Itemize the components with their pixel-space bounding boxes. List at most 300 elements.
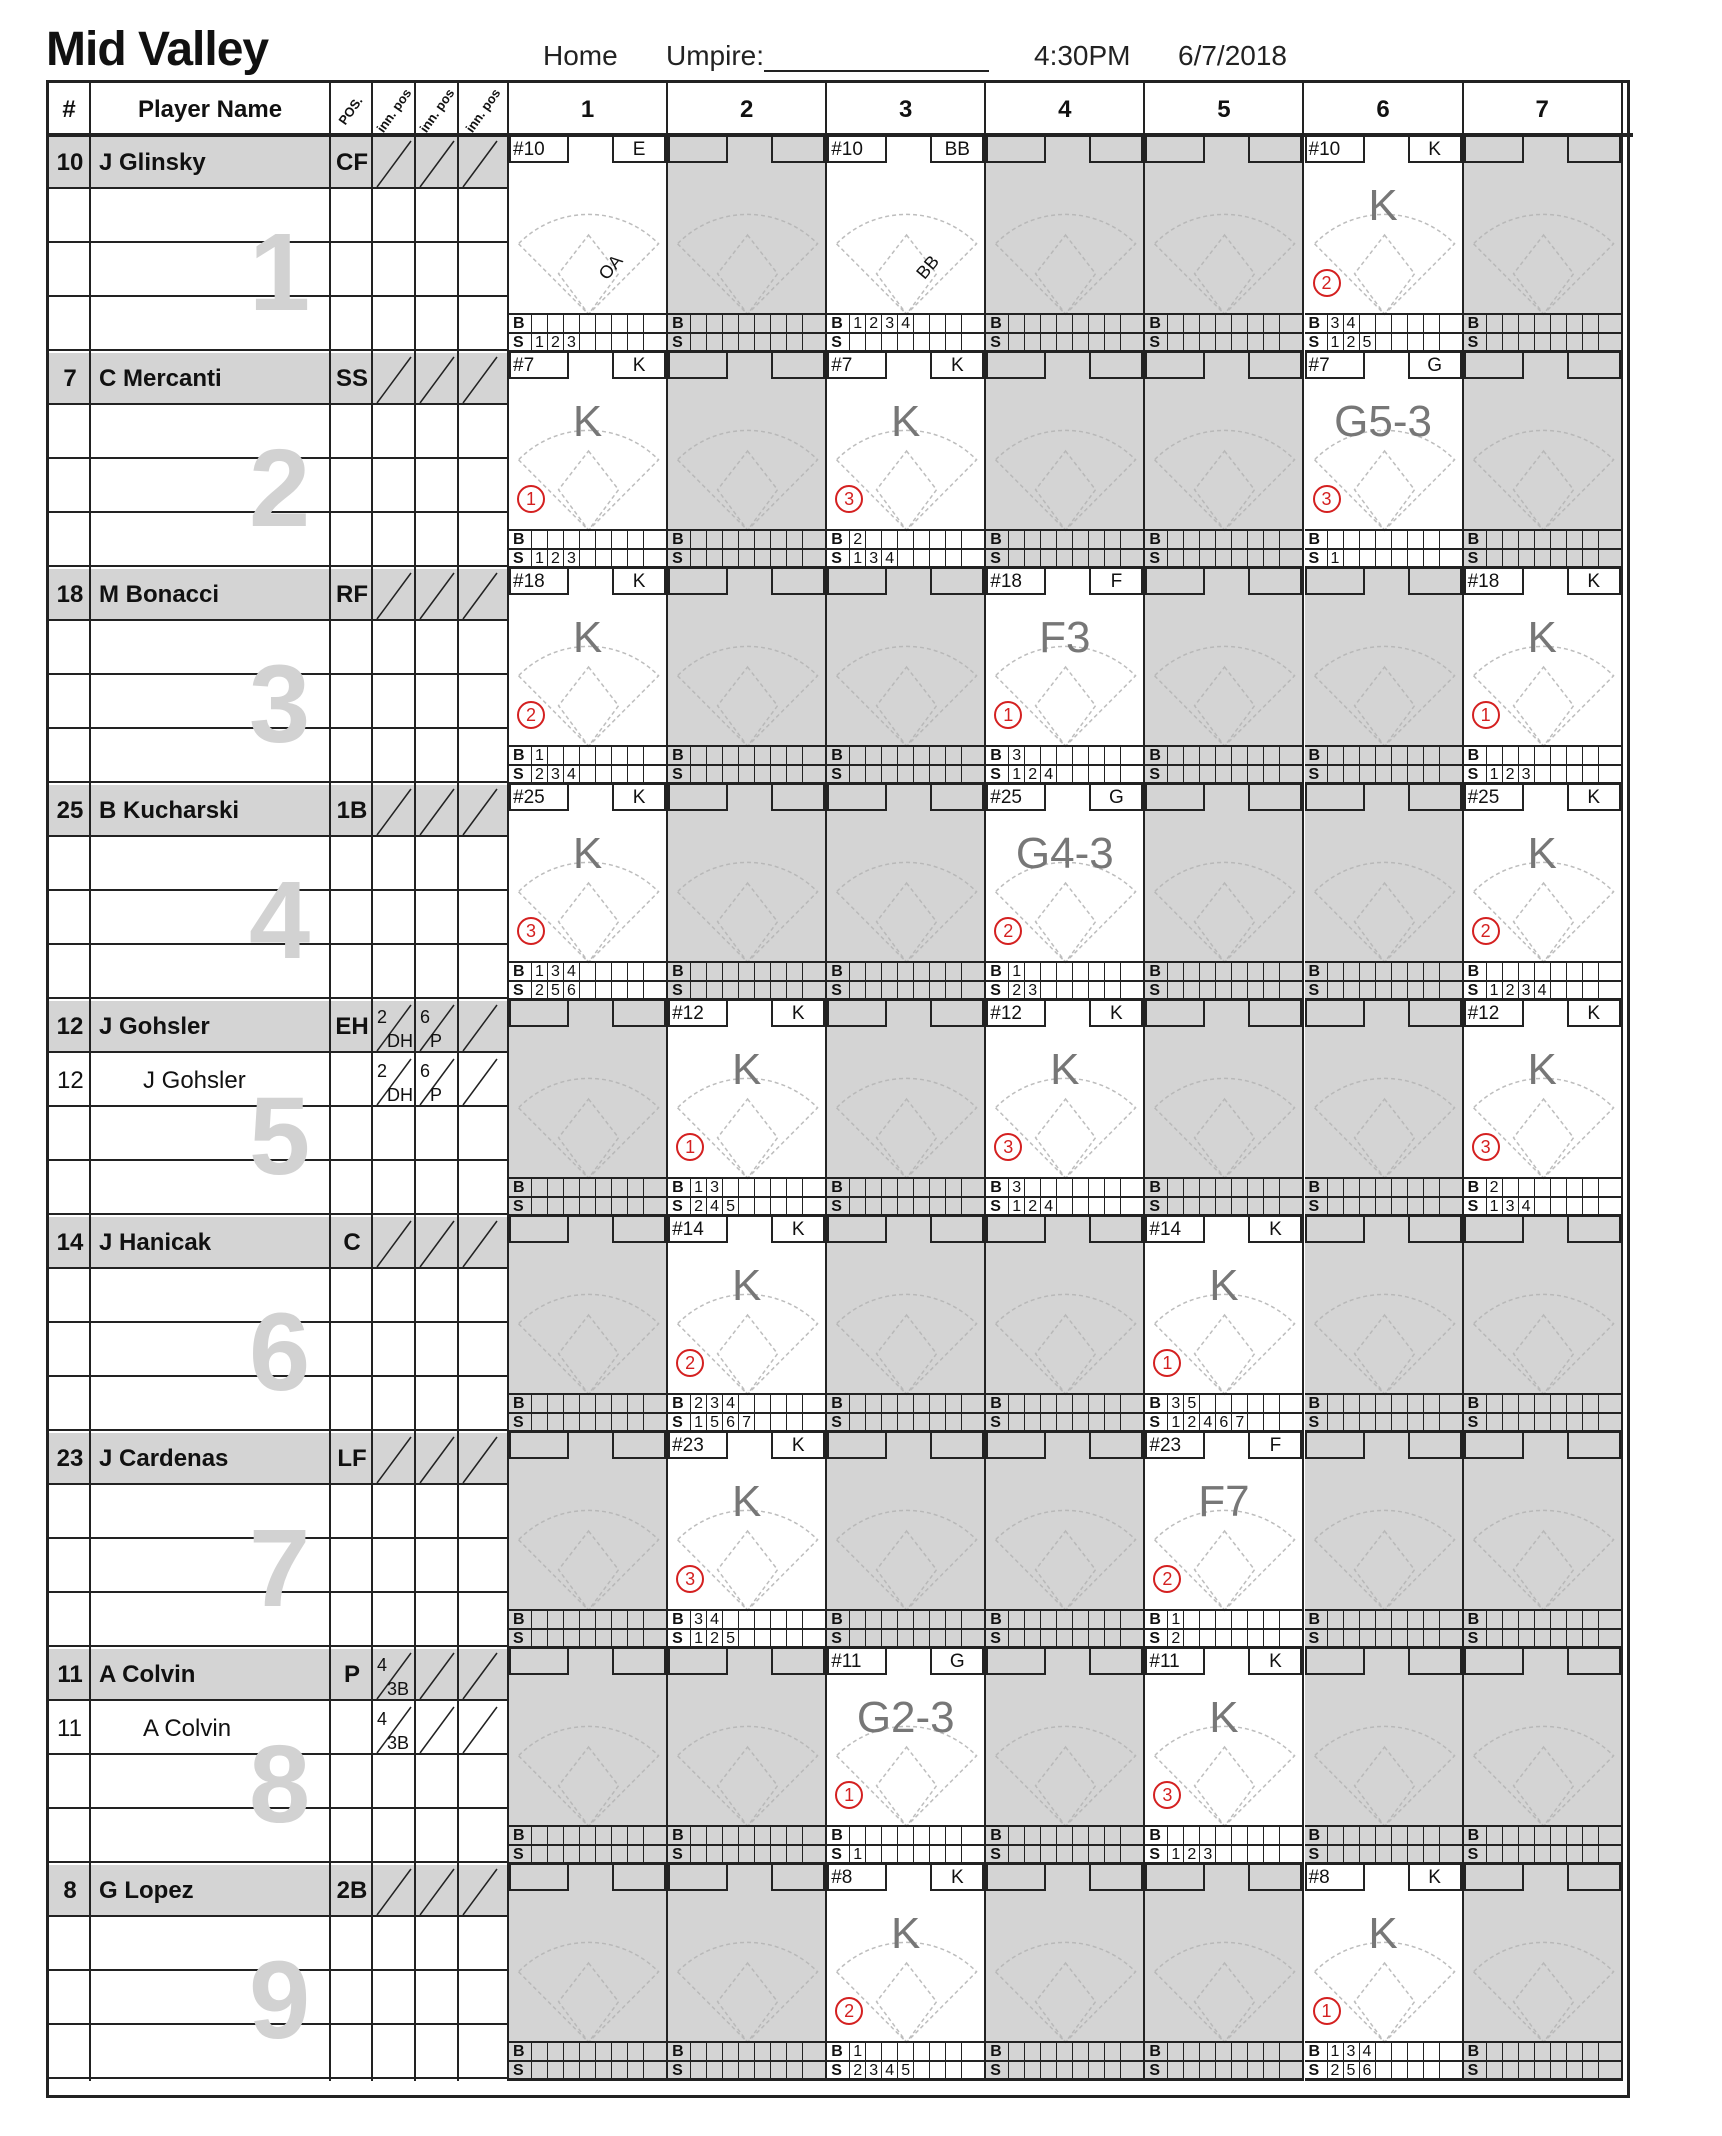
at-bat-box[interactable]: [1305, 137, 1464, 353]
play-result: K: [731, 1261, 762, 1310]
sub-player-name[interactable]: J Gohsler: [143, 1067, 246, 1094]
at-bat-box[interactable]: [827, 1865, 986, 2081]
ball-count: [1343, 1179, 1347, 1196]
strike-count: [1502, 2062, 1506, 2079]
player-name[interactable]: B Kucharski: [99, 797, 240, 824]
strike-label: S: [1467, 1198, 1479, 1215]
ball-count: 2: [849, 531, 862, 548]
strike-count: [754, 766, 758, 783]
ball-label: B: [1467, 315, 1480, 332]
ball-label: B: [831, 1395, 843, 1412]
ball-count: [1375, 1827, 1379, 1844]
at-bat-box[interactable]: [509, 137, 668, 353]
player-name[interactable]: J Gohsler: [99, 1013, 210, 1040]
strike-count: [897, 1846, 901, 1863]
ball-count: [1486, 963, 1490, 980]
ball-count: [1247, 2043, 1251, 2060]
ball-count: [1263, 2043, 1267, 2060]
at-bat-box[interactable]: [827, 1433, 986, 1649]
pos-entry: P: [430, 1085, 443, 1105]
ball-count: [579, 1395, 583, 1412]
strike-count: [1247, 1198, 1251, 1215]
ball-count: [563, 1611, 567, 1628]
inn-pos-slashes: [373, 569, 509, 677]
tag-box-right: [1248, 137, 1302, 163]
tag-box-right: [1567, 1649, 1621, 1675]
ball-row: [827, 1825, 984, 1844]
at-bat-box[interactable]: [1145, 137, 1304, 353]
batter-tag: #18: [990, 571, 1022, 592]
ball-count: [786, 1395, 790, 1412]
at-bat-box[interactable]: [1145, 1001, 1304, 1217]
strike-count: [1056, 334, 1060, 351]
strike-count: [722, 550, 726, 567]
strike-row: [1145, 1628, 1302, 1647]
strike-count: 7: [1231, 1414, 1244, 1431]
sub-player-name[interactable]: A Colvin: [143, 1715, 232, 1742]
strike-count: [563, 2062, 567, 2079]
row-divider: [49, 1429, 509, 1431]
strike-row: [1145, 1412, 1302, 1431]
at-bat-box[interactable]: [986, 1433, 1145, 1649]
strike-count: [1263, 1630, 1267, 1647]
tag-box-left: [1305, 1433, 1365, 1459]
at-bat-box[interactable]: [1464, 1217, 1623, 1433]
at-bat-box[interactable]: [668, 353, 827, 569]
at-bat-box[interactable]: [509, 1433, 668, 1649]
play-result: K: [1209, 1693, 1239, 1742]
strike-count: [1088, 2062, 1092, 2079]
strike-count: [1056, 982, 1060, 999]
ball-count: [1486, 2043, 1490, 2060]
strike-label: S: [1308, 334, 1320, 351]
play-result: K: [1050, 1045, 1080, 1094]
ball-label: B: [1467, 963, 1480, 980]
at-bat-box[interactable]: [1145, 353, 1304, 569]
strike-count: [897, 1414, 901, 1431]
ball-count: [1167, 1179, 1171, 1196]
ball-count: [1439, 1179, 1443, 1196]
at-bat-box[interactable]: [1305, 1865, 1464, 2081]
field-diamond: [827, 147, 986, 323]
ball-count: [1056, 1179, 1060, 1196]
strike-count: [1056, 1630, 1060, 1647]
at-bat-box[interactable]: [1145, 785, 1304, 1001]
strike-count: [1486, 334, 1490, 351]
ball-count: [881, 1827, 885, 1844]
ball-count: [770, 2043, 774, 2060]
ball-count: [1024, 1395, 1028, 1412]
strike-count: [1391, 982, 1395, 999]
ball-count: [1423, 1611, 1427, 1628]
strike-count: 5: [1343, 2062, 1356, 2079]
ball-count: [1231, 315, 1235, 332]
strike-count: [1375, 1414, 1379, 1431]
strike-count: [643, 982, 647, 999]
strike-count: 3: [563, 550, 576, 567]
ball-count: [1040, 747, 1044, 764]
player-name[interactable]: J Glinsky: [99, 149, 206, 176]
strike-count: 2: [1008, 982, 1021, 999]
at-bat-box[interactable]: [509, 569, 668, 785]
ball-count: [802, 1179, 806, 1196]
at-bat-box[interactable]: [1464, 569, 1623, 785]
strike-count: [1439, 766, 1443, 783]
ball-count: 4: [1359, 2043, 1372, 2060]
strike-count: [1104, 982, 1108, 999]
at-bat-box[interactable]: [1145, 1865, 1304, 2081]
at-bat-box[interactable]: [1305, 1649, 1464, 1865]
strike-count: 1: [849, 550, 862, 567]
at-bat-box[interactable]: [668, 137, 827, 353]
strike-count: 3: [865, 550, 878, 567]
ball-label: B: [1308, 2043, 1321, 2060]
strike-count: [881, 1198, 885, 1215]
strike-count: [643, 2062, 647, 2079]
tag-box-right: [771, 569, 825, 595]
strike-count: [1343, 1198, 1347, 1215]
strike-count: [706, 1846, 710, 1863]
ball-count: [1359, 531, 1363, 548]
ball-count: [643, 2043, 647, 2060]
at-bat-box[interactable]: [986, 137, 1145, 353]
ball-count: [595, 531, 599, 548]
ball-strike-count: [668, 961, 825, 999]
ball-row: [1464, 745, 1621, 764]
at-bat-box[interactable]: [827, 1001, 986, 1217]
field-diamond: [1145, 147, 1304, 323]
ball-count: [1279, 1611, 1283, 1628]
ball-count: [1183, 531, 1187, 548]
at-bat-box[interactable]: [668, 1217, 827, 1433]
ball-count: [1247, 1395, 1251, 1412]
ball-count: [1391, 531, 1395, 548]
ball-count: [1534, 747, 1538, 764]
strike-row: [1464, 1844, 1621, 1863]
strike-label: S: [990, 334, 1001, 351]
at-bat-box[interactable]: [1305, 785, 1464, 1001]
ball-count: [547, 1611, 551, 1628]
out-number: 1: [1313, 1997, 1341, 2025]
at-bat-box[interactable]: [986, 569, 1145, 785]
at-bat-box[interactable]: [1464, 785, 1623, 1001]
ball-count: [1391, 315, 1395, 332]
player-position: C: [343, 1229, 361, 1256]
ball-count: [945, 963, 949, 980]
ball-label: B: [990, 531, 1002, 548]
at-bat-box[interactable]: [668, 1433, 827, 1649]
at-bat-box[interactable]: [509, 1001, 668, 1217]
inn-entry: 4: [377, 1655, 388, 1675]
strike-label: S: [672, 334, 683, 351]
at-bat-box[interactable]: [827, 137, 986, 353]
ball-count: [1040, 1827, 1044, 1844]
ball-count: [770, 1827, 774, 1844]
at-bat-box[interactable]: [668, 785, 827, 1001]
batter-tag: #10: [1308, 139, 1341, 160]
out-number: 3: [1153, 1781, 1181, 1809]
strike-count: [1327, 1630, 1331, 1647]
strike-count: [802, 1630, 806, 1647]
result-code: BB: [944, 139, 970, 160]
strike-count: [1183, 982, 1187, 999]
at-bat-box[interactable]: [1145, 1649, 1304, 1865]
scoresheet: [46, 80, 1630, 2098]
at-bat-box[interactable]: [509, 785, 668, 1001]
ball-strike-count: [1305, 529, 1462, 567]
ball-count: [738, 1179, 742, 1196]
at-bat-box[interactable]: [827, 1217, 986, 1433]
strike-count: [1040, 334, 1044, 351]
ball-strike-count: [1464, 745, 1621, 783]
ball-count: [1423, 2043, 1427, 2060]
at-bat-box[interactable]: [1464, 353, 1623, 569]
strike-count: [1359, 1630, 1363, 1647]
ball-count: [1359, 963, 1363, 980]
ball-count: [643, 315, 647, 332]
ball-count: [1407, 2043, 1411, 2060]
ball-count: [1104, 2043, 1108, 2060]
ball-count: 3: [1327, 315, 1340, 332]
player-name[interactable]: G Lopez: [99, 1877, 194, 1904]
at-bat-box[interactable]: [668, 1649, 827, 1865]
at-bat-box[interactable]: [1305, 1217, 1464, 1433]
ball-count: [1072, 963, 1076, 980]
strike-row: [1145, 1844, 1302, 1863]
ball-strike-count: [1305, 961, 1462, 999]
at-bat-box[interactable]: [827, 785, 986, 1001]
at-bat-box[interactable]: [827, 569, 986, 785]
ball-count: [1183, 1827, 1187, 1844]
ball-row: [1145, 1393, 1302, 1412]
strike-count: [1088, 766, 1092, 783]
ball-count: [1072, 1827, 1076, 1844]
ball-count: [1502, 531, 1506, 548]
ball-count: [611, 1611, 615, 1628]
ball-count: [913, 1395, 917, 1412]
ball-strike-count: [509, 1609, 666, 1647]
strike-count: 2: [531, 982, 544, 999]
ball-count: [1375, 1395, 1379, 1412]
strike-count: [1598, 2062, 1602, 2079]
row-divider: [49, 1861, 509, 1863]
strike-count: [1582, 334, 1586, 351]
ball-count: [770, 1395, 774, 1412]
ball-row: [827, 313, 984, 332]
strike-count: [1199, 334, 1203, 351]
at-bat-box[interactable]: [1305, 353, 1464, 569]
player-name[interactable]: J Hanicak: [99, 1229, 212, 1256]
tag-box-left: [827, 1433, 887, 1459]
at-bat-box[interactable]: [668, 1001, 827, 1217]
strike-count: [1582, 1846, 1586, 1863]
strike-count: [1582, 982, 1586, 999]
at-bat-box[interactable]: [986, 353, 1145, 569]
strike-count: [770, 550, 774, 567]
ball-count: [595, 1179, 599, 1196]
ball-count: [1279, 1179, 1283, 1196]
ball-count: [579, 315, 583, 332]
ball-count: [722, 2043, 726, 2060]
strike-count: [1215, 1198, 1219, 1215]
player-name[interactable]: M Bonacci: [99, 581, 220, 608]
strike-label: S: [1308, 982, 1320, 999]
ball-row: [1464, 1393, 1621, 1412]
strike-count: [1120, 1414, 1124, 1431]
strike-count: [961, 1198, 965, 1215]
at-bat-box[interactable]: [1305, 1433, 1464, 1649]
ball-count: [849, 1179, 853, 1196]
at-bat-box[interactable]: [986, 785, 1145, 1001]
at-bat-box[interactable]: [1305, 569, 1464, 785]
num-header: #: [49, 83, 91, 137]
strike-count: [579, 1414, 583, 1431]
strike-count: [1215, 2062, 1219, 2079]
ball-count: [1120, 531, 1124, 548]
at-bat-box[interactable]: [1464, 1865, 1623, 2081]
ball-count: 3: [1008, 747, 1021, 764]
ball-count: [802, 1827, 806, 1844]
ball-count: [1327, 963, 1331, 980]
ball-count: [547, 1395, 551, 1412]
strike-count: [1247, 1414, 1251, 1431]
player-name[interactable]: C Mercanti: [99, 365, 222, 392]
at-bat-box[interactable]: [1305, 1001, 1464, 1217]
strike-count: [929, 2062, 933, 2079]
strike-count: [627, 1630, 631, 1647]
strike-label: S: [990, 1846, 1001, 1863]
strike-count: 4: [1040, 766, 1053, 783]
at-bat-box[interactable]: [509, 353, 668, 569]
ball-count: [531, 1395, 535, 1412]
player-name[interactable]: J Cardenas: [99, 1445, 229, 1472]
ball-count: [1215, 2043, 1219, 2060]
ball-count: [802, 1395, 806, 1412]
field-diamond: [1145, 363, 1304, 539]
at-bat-box[interactable]: [1464, 137, 1623, 353]
ball-count: [1518, 1827, 1522, 1844]
at-bat-box[interactable]: [827, 1649, 986, 1865]
ball-count: [1582, 1179, 1586, 1196]
strike-count: [929, 982, 933, 999]
ball-count: [738, 531, 742, 548]
strike-count: [929, 1630, 933, 1647]
strike-count: [1088, 1198, 1092, 1215]
field-diamond: [509, 1011, 668, 1187]
at-bat-box[interactable]: [509, 1217, 668, 1433]
ball-count: [1199, 315, 1203, 332]
at-bat-box[interactable]: [986, 1865, 1145, 2081]
strike-count: [961, 2062, 965, 2079]
ball-count: [1024, 1179, 1028, 1196]
strike-count: [1598, 1846, 1602, 1863]
at-bat-box[interactable]: [1145, 1217, 1304, 1433]
ball-count: [945, 1827, 949, 1844]
strike-count: [849, 334, 853, 351]
at-bat-box[interactable]: [668, 1865, 827, 2081]
strike-count: [1024, 334, 1028, 351]
ball-count: [897, 1395, 901, 1412]
batting-order-slot: 7: [249, 1507, 311, 1630]
ball-count: [1486, 1827, 1490, 1844]
lineup-row: [49, 1217, 1633, 1433]
at-bat-box[interactable]: [509, 1649, 668, 1865]
ball-count: [1439, 1395, 1443, 1412]
ball-count: 2: [865, 315, 878, 332]
at-bat-box[interactable]: [827, 353, 986, 569]
strike-count: [579, 1630, 583, 1647]
at-bat-box[interactable]: [986, 1001, 1145, 1217]
strike-count: [961, 1630, 965, 1647]
strike-count: [1566, 2062, 1570, 2079]
ball-count: [961, 963, 965, 980]
ball-label: B: [990, 315, 1002, 332]
strike-label: S: [831, 1414, 842, 1431]
ball-row: [986, 2041, 1143, 2060]
at-bat-box[interactable]: [1464, 1649, 1623, 1865]
at-bat-box[interactable]: [986, 1649, 1145, 1865]
strike-count: [706, 550, 710, 567]
strike-count: [1279, 334, 1283, 351]
player-name[interactable]: A Colvin: [99, 1661, 196, 1688]
strike-count: [1008, 550, 1012, 567]
at-bat-box[interactable]: [1145, 569, 1304, 785]
tag-box-left: [1464, 1865, 1524, 1891]
ball-count: [1486, 1611, 1490, 1628]
at-bat-box[interactable]: [1464, 1001, 1623, 1217]
strike-count: [881, 766, 885, 783]
strike-count: [1088, 550, 1092, 567]
at-bat-box[interactable]: [509, 1865, 668, 2081]
strike-count: [865, 1414, 869, 1431]
at-bat-box[interactable]: [1464, 1433, 1623, 1649]
ball-count: [1247, 1827, 1251, 1844]
strike-count: [1279, 982, 1283, 999]
play-result: K: [1368, 1909, 1398, 1958]
strike-count: [1423, 982, 1427, 999]
strike-row: [509, 1196, 666, 1215]
ball-count: [547, 1179, 551, 1196]
strike-count: 1: [1167, 1846, 1180, 1863]
strike-label: S: [990, 1198, 1001, 1215]
strike-label: S: [513, 1846, 524, 1863]
strike-count: [1056, 1414, 1060, 1431]
ball-row: [509, 2041, 666, 2060]
at-bat-box[interactable]: [986, 1217, 1145, 1433]
strike-count: [945, 1846, 949, 1863]
inn-pos-header-text: inn. pos: [416, 85, 457, 135]
ball-label: B: [990, 747, 1002, 764]
ball-count: [1024, 531, 1028, 548]
ball-count: [1518, 1395, 1522, 1412]
ball-count: [897, 1611, 901, 1628]
strike-count: [849, 1198, 853, 1215]
strike-count: [1534, 1630, 1538, 1647]
ball-strike-count: [668, 313, 825, 351]
at-bat-box[interactable]: [668, 569, 827, 785]
ball-strike-count: [1145, 1177, 1302, 1215]
inn-entry: 6: [420, 1061, 431, 1081]
strike-count: [786, 2062, 790, 2079]
ball-count: [1423, 1179, 1427, 1196]
field-diamond: [1305, 1227, 1464, 1403]
at-bat-box[interactable]: [1145, 1433, 1304, 1649]
ball-count: [690, 531, 694, 548]
ball-count: [1104, 1611, 1108, 1628]
strike-count: [1167, 1198, 1171, 1215]
strike-count: [945, 982, 949, 999]
tag-box-left: [509, 1001, 569, 1027]
